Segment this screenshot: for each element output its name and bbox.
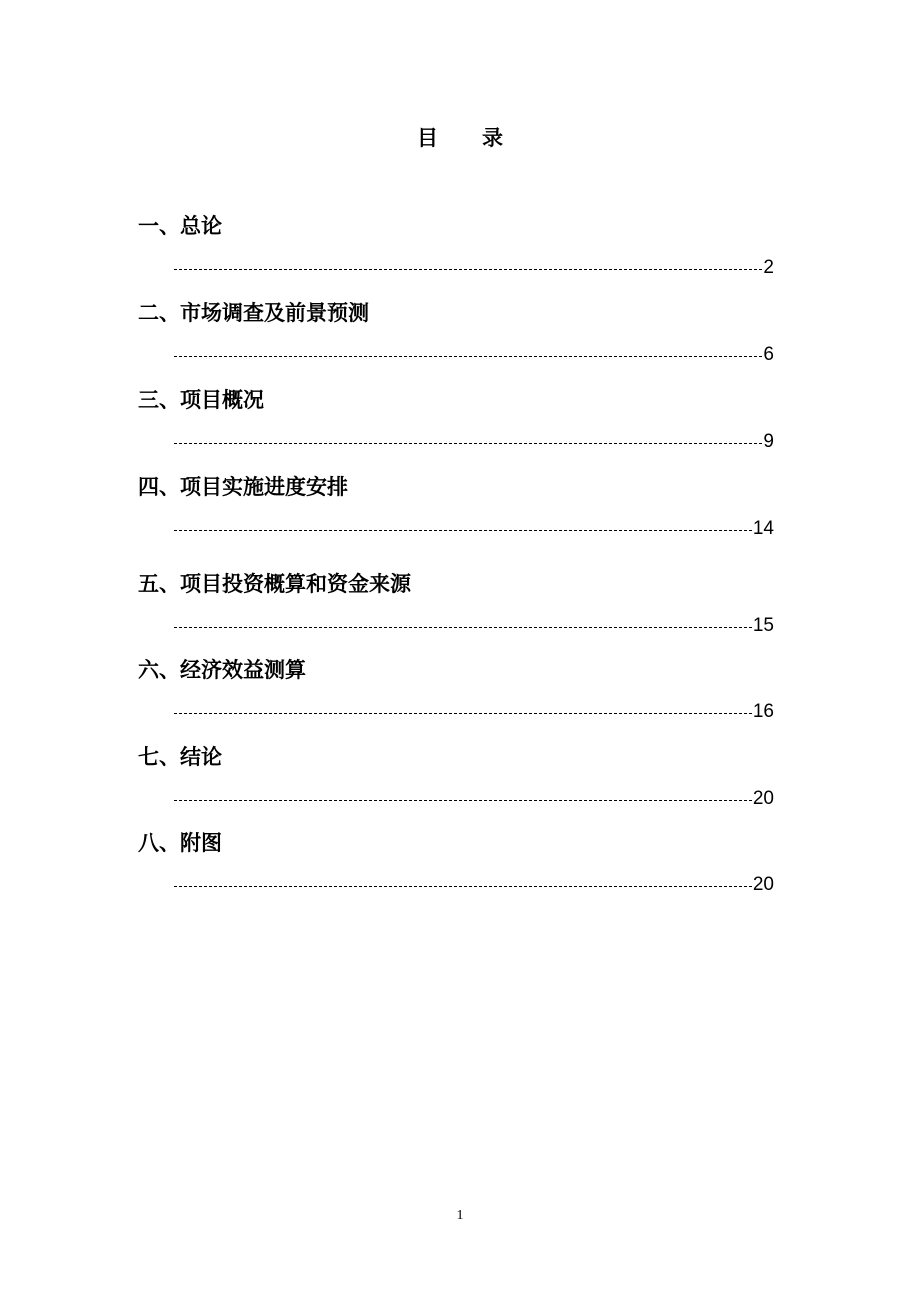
toc-entry-page-number: 20	[752, 874, 774, 895]
dash-leader	[174, 800, 752, 801]
toc-entry-page-number: 6	[763, 344, 774, 365]
toc-entry-leader-row	[174, 614, 774, 638]
toc-entry-heading: 四、项目实施进度安排	[138, 475, 348, 499]
toc-entry-leader-row	[174, 343, 774, 367]
toc-entry-heading: 七、结论	[138, 745, 222, 769]
toc-entry-heading: 八、附图	[138, 831, 222, 855]
dash-leader	[174, 713, 752, 714]
toc-entry-3[interactable]	[138, 386, 778, 452]
toc-entry-heading: 三、项目概况	[138, 388, 264, 412]
toc-entry-leader-row	[174, 873, 774, 897]
toc-entry-page-number: 16	[752, 701, 774, 722]
toc-title-char-1: 目	[417, 126, 438, 150]
dash-leader	[174, 443, 762, 444]
toc-entry-heading: 五、项目投资概算和资金来源	[138, 572, 411, 596]
toc-entry-page-number: 14	[752, 518, 774, 539]
dash-leader	[174, 356, 762, 357]
toc-entry-5[interactable]	[138, 570, 778, 636]
dash-leader	[174, 886, 752, 887]
page-footer-number: 1	[456, 1208, 464, 1223]
dash-leader	[174, 269, 762, 270]
toc-entry-page-number: 9	[763, 431, 774, 452]
toc-entry-heading: 六、经济效益测算	[138, 658, 306, 682]
toc-entry-leader-row	[174, 256, 774, 280]
toc-entry-heading: 二、市场调查及前景预测	[138, 301, 369, 325]
toc-entry-6[interactable]	[138, 656, 778, 722]
dash-leader	[174, 530, 752, 531]
toc-entry-2[interactable]	[138, 299, 778, 365]
toc-entry-7[interactable]	[138, 743, 778, 809]
toc-entry-page-number: 2	[763, 257, 774, 278]
toc-entry-leader-row	[174, 700, 774, 724]
toc-entry-leader-row	[174, 517, 774, 541]
toc-entry-4[interactable]	[138, 473, 778, 539]
toc-entry-leader-row	[174, 430, 774, 454]
toc-entry-heading: 一、总论	[138, 214, 222, 238]
toc-entry-leader-row	[174, 787, 774, 811]
toc-entry-page-number: 20	[752, 788, 774, 809]
dash-leader	[174, 627, 752, 628]
toc-entry-8[interactable]	[138, 829, 778, 895]
toc-entry-page-number: 15	[752, 615, 774, 636]
toc-entry-1[interactable]	[138, 212, 778, 278]
toc-title-char-2: 录	[482, 126, 503, 150]
toc-title	[0, 122, 920, 152]
